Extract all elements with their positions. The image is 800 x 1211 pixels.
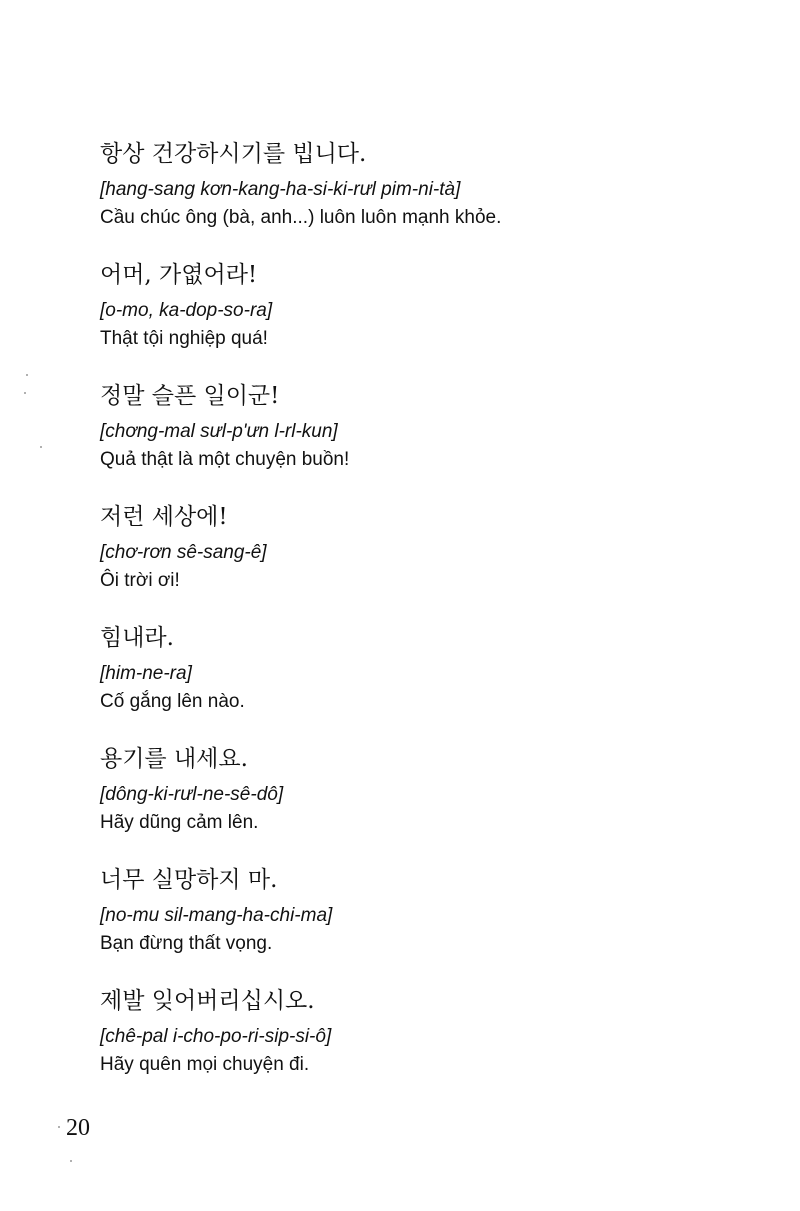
romanization: [dông-ki-rưl-ne-sê-dô] <box>100 784 284 805</box>
korean-phrase: 정말 슬픈 일이군! <box>100 383 280 409</box>
vietnamese-translation: Hãy quên mọi chuyện đi. <box>100 1054 310 1075</box>
romanization: [no-mu sil-mang-ha-chi-ma] <box>100 905 333 926</box>
scan-speck <box>40 446 42 448</box>
phrase-entry <box>100 743 740 864</box>
korean-phrase: 용기를 내세요. <box>100 746 248 772</box>
vietnamese-translation: Bạn đừng thất vọng. <box>100 933 273 954</box>
scan-speck <box>58 1126 60 1128</box>
korean-phrase: 어머, 가엾어라! <box>100 262 258 288</box>
page-number: 20 <box>66 1115 90 1141</box>
romanization: [chơng-mal sưl-p'ưn l-rl-kun] <box>100 421 338 442</box>
phrase-entry <box>100 259 740 380</box>
korean-phrase: 제발 잊어버리십시오. <box>100 988 315 1014</box>
scan-speck <box>26 374 28 376</box>
phrase-entry <box>100 622 740 743</box>
phrase-entry <box>100 380 740 501</box>
korean-phrase: 항상 건강하시기를 빕니다. <box>100 141 367 167</box>
romanization: [o-mo, ka-dop-so-ra] <box>100 300 273 321</box>
phrase-entry <box>100 501 740 622</box>
korean-phrase: 너무 실망하지 마. <box>100 867 278 893</box>
romanization: [chơ-rơn sê-sang-ê] <box>100 542 267 563</box>
vietnamese-translation: Cố gắng lên nào. <box>100 691 245 712</box>
scan-speck <box>70 1160 72 1162</box>
korean-phrase: 힘내라. <box>100 625 174 651</box>
vietnamese-translation: Quả thật là một chuyện buồn! <box>100 449 350 470</box>
scan-speck <box>24 392 26 394</box>
phrase-entry <box>100 138 740 259</box>
vietnamese-translation: Cầu chúc ông (bà, anh...) luôn luôn mạnh khỏe. <box>100 207 502 228</box>
romanization: [hang-sang kơn-kang-ha-si-ki-rưl pim-ni-tà] <box>100 179 461 200</box>
romanization: [him-ne-ra] <box>100 663 192 684</box>
vietnamese-translation: Hãy dũng cảm lên. <box>100 812 259 833</box>
romanization: [chê-pal i-cho-po-ri-sip-si-ô] <box>100 1026 332 1047</box>
vietnamese-translation: Ôi trời ơi! <box>100 570 180 591</box>
phrase-entry <box>100 985 740 1106</box>
vietnamese-translation: Thật tội nghiệp quá! <box>100 328 268 349</box>
phrase-list <box>100 138 740 1106</box>
korean-phrase: 저런 세상에! <box>100 504 228 530</box>
phrase-entry <box>100 864 740 985</box>
